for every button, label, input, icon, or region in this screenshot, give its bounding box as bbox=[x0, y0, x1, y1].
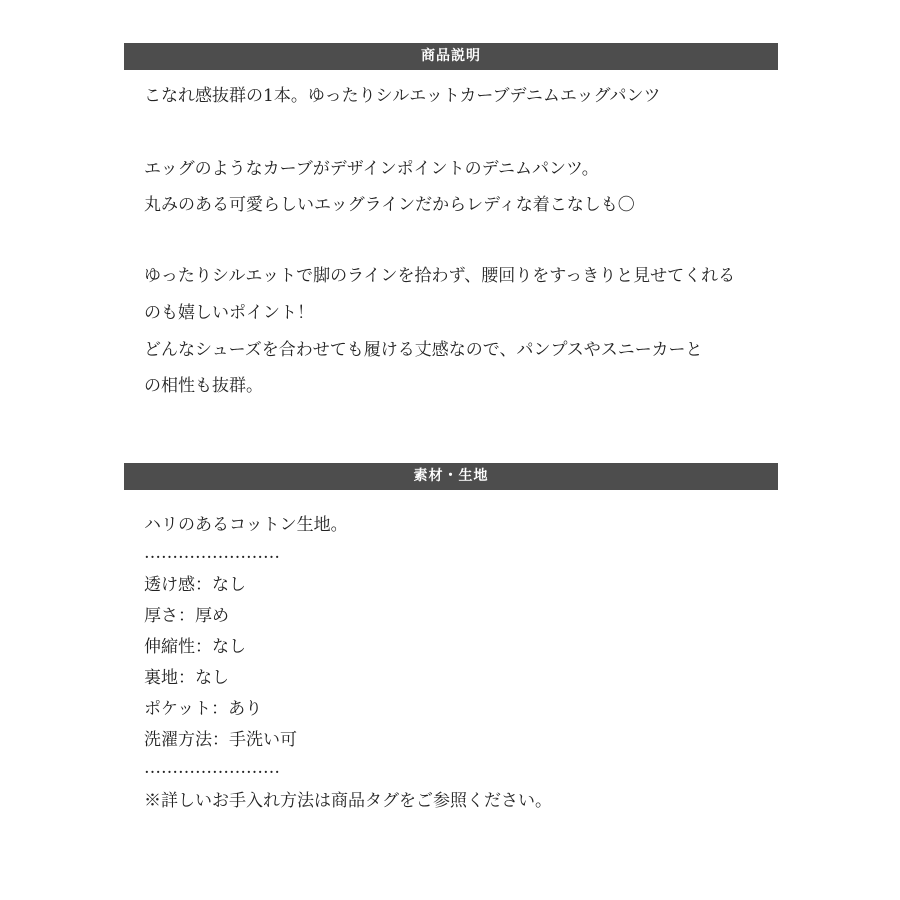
material-line: 透け感：なし bbox=[144, 575, 246, 595]
description-line: エッグのようなカーブがデザインポイントのデニムパンツ。 bbox=[144, 159, 599, 179]
divider-dots: …………………… bbox=[144, 543, 280, 563]
description-line: どんなシューズを合わせても履ける丈感なので、パンプスやスニーカーと bbox=[144, 340, 703, 360]
description-line: の相性も抜群。 bbox=[144, 376, 263, 396]
description-line: ゆったりシルエットで脚のラインを拾わず、腰回りをすっきりと見せてくれる bbox=[144, 266, 736, 286]
material-line: 裏地：なし bbox=[144, 668, 229, 688]
description-heading: 商品説明 bbox=[124, 43, 778, 70]
material-line: ポケット：あり bbox=[144, 699, 263, 719]
material-line: 厚さ：厚め bbox=[144, 606, 229, 626]
divider-dots: …………………… bbox=[144, 758, 280, 778]
description-line: こなれ感抜群の1本。ゆったりシルエットカーブデニムエッグパンツ bbox=[144, 86, 661, 106]
material-line: ハリのあるコットン生地。 bbox=[144, 515, 348, 535]
material-heading: 素材・生地 bbox=[124, 463, 778, 490]
material-line: 洗濯方法：手洗い可 bbox=[144, 730, 297, 750]
material-line: 伸縮性：なし bbox=[144, 637, 246, 657]
description-line: 丸みのある可愛らしいエッグラインだからレディな着こなしも〇 bbox=[144, 195, 635, 215]
description-line: のも嬉しいポイント！ bbox=[144, 303, 314, 323]
care-note: ※詳しいお手入れ方法は商品タグをご参照ください。 bbox=[144, 791, 552, 811]
